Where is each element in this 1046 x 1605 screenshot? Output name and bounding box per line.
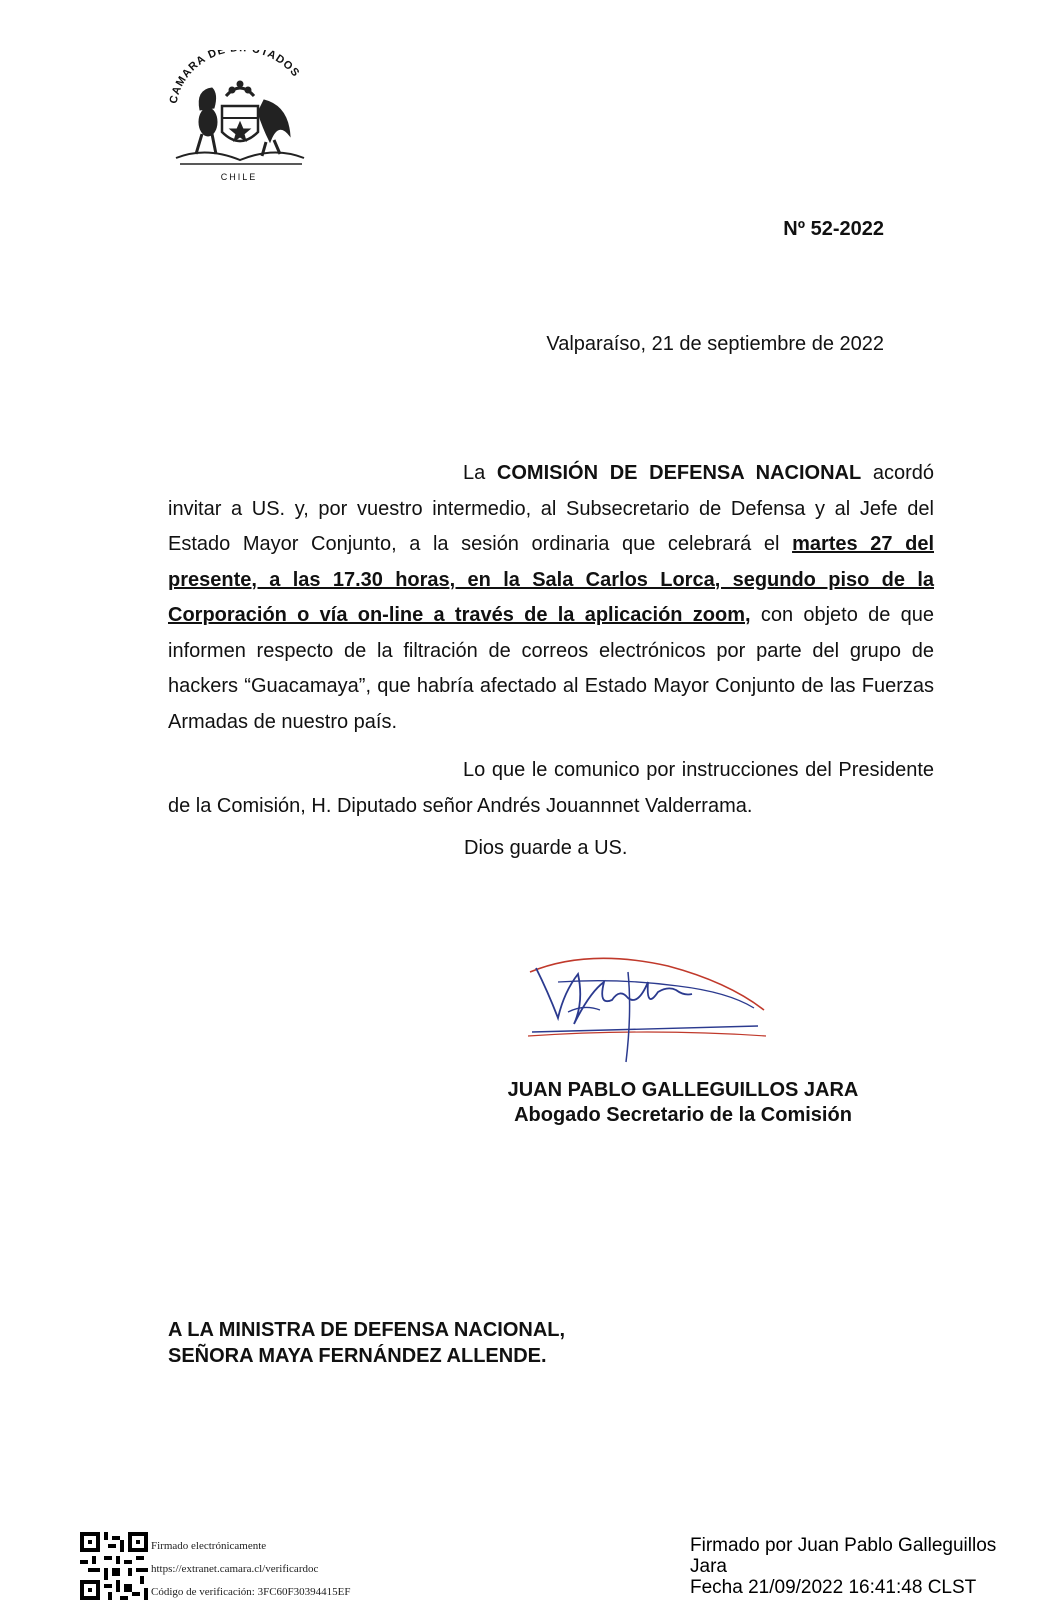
seal-bottom-text: CHILE <box>220 172 258 182</box>
esign-line-2: Jara <box>690 1556 727 1577</box>
recipient-line-2: SEÑORA MAYA FERNÁNDEZ ALLENDE. <box>168 1345 547 1367</box>
coat-of-arms-icon <box>166 50 312 186</box>
p1-after-commission: acordó invitar a US. y, por vuestro intermedio, al Subsecretario de Defensa y al Jefe del Estado Mayor Conjunto, a la sesión ordinaria que celebrará el <box>168 462 935 555</box>
commission-name: COMISIÓN DE DEFENSA NACIONAL <box>496 462 862 484</box>
esign-line-3: Fecha 21/09/2022 16:41:48 CLST <box>690 1577 977 1598</box>
p1-intro: La <box>463 462 497 484</box>
document-number: Nº 52-2022 <box>783 218 884 240</box>
body-paragraph-2 <box>168 753 934 824</box>
p1-rest: con objeto de que informen respecto de la filtración de correos electrónicos por parte del grupo de hackers “Guacamaya”, que habría afectado al Estado Mayor Conjunto de las Fuerzas Armadas de nuestro país. <box>168 604 934 733</box>
verification-code: Código de verificación: 3FC60F30394415EF <box>151 1586 351 1598</box>
verification-line-1: Firmado electrónicamente <box>151 1540 267 1552</box>
signer-role: Abogado Secretario de la Comisión <box>514 1104 852 1126</box>
signature-icon <box>528 952 776 1064</box>
p2-text: Lo que le comunico por instrucciones del Presidente de la Comisión, H. Diputado señor Andrés Jouannnet Valderrama. <box>168 759 934 817</box>
farewell: Dios guarde a US. <box>464 837 628 859</box>
esignature-stamp <box>690 1535 1040 1598</box>
chamber-seal <box>166 50 312 186</box>
recipient-line-1: A LA MINISTRA DE DEFENSA NACIONAL, <box>168 1319 566 1341</box>
recipient-block <box>168 1317 565 1369</box>
verification-text <box>151 1535 351 1604</box>
session-details: martes 27 del presente, a las 17.30 horas, en la Sala Carlos Lorca, segundo piso de la Corporación o vía on-line a través de la aplicación zoom, <box>168 533 934 626</box>
verification-qr-code[interactable] <box>80 1532 148 1600</box>
seal-arc-text: CAMARA DE TADOS <box>167 50 302 105</box>
qr-code-icon <box>80 1532 148 1600</box>
place-date: Valparaíso, 21 de septiembre de 2022 <box>546 333 884 355</box>
handwritten-signature <box>528 952 776 1064</box>
signer-name: JUAN PABLO GALLEGUILLOS JARA <box>507 1079 859 1101</box>
verification-url[interactable]: https://extranet.camara.cl/verificardoc <box>151 1563 319 1575</box>
svg-text:CAMARA DE DIPUTADOS <box>168 50 302 105</box>
esign-line-1: Firmado por Juan Pablo Galleguillos <box>690 1535 997 1556</box>
body-paragraph-1 <box>168 456 934 740</box>
